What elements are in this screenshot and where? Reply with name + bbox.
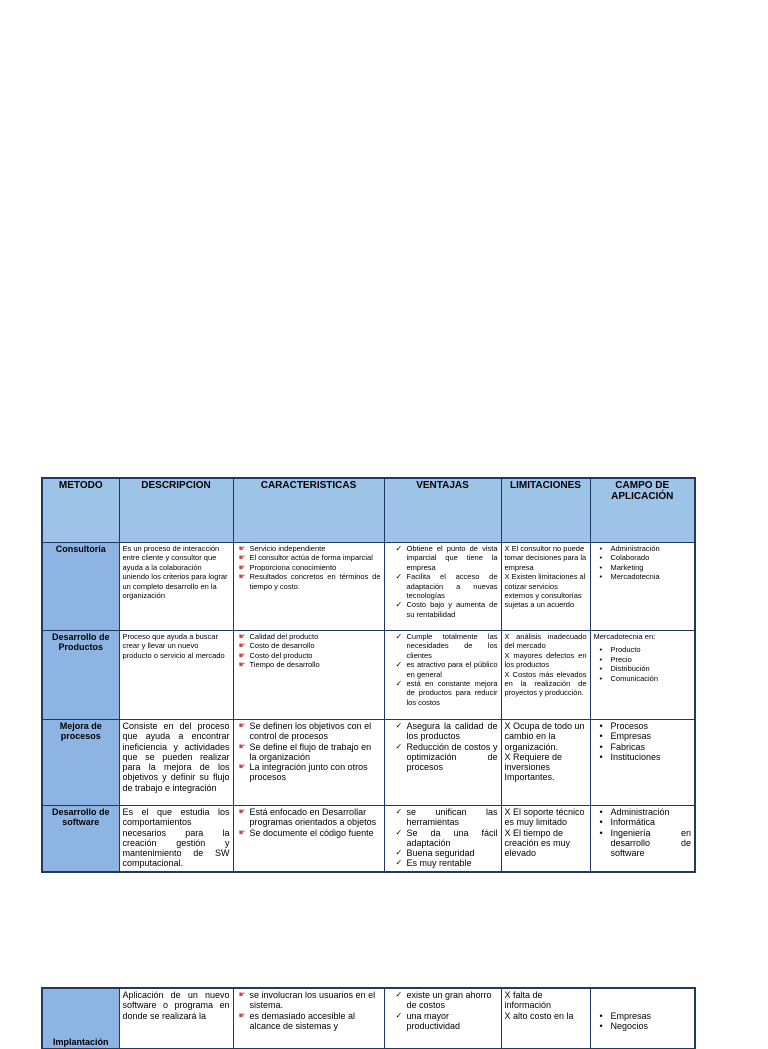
list-item: ☛ Calidad del producto <box>238 632 319 641</box>
list-item: ☛ Resultados concretos en términos de tiempo y costo. <box>238 572 381 591</box>
pointing-hand-icon: ☛ <box>238 741 246 751</box>
list-item: • Fabricas <box>599 741 646 752</box>
list-item: ✓ Facilita el acceso de adaptación a nuevas tecnologías <box>395 572 498 601</box>
limitations-cell: X El consultor no puede tomar decisiones para la empresa X Existen limitaciones al cotizar servicios externos y consultorías sujetas a un acuerdo <box>501 543 590 631</box>
limitations-cell: X falta de información X alto costo en la <box>501 988 590 1048</box>
characteristics-cell <box>233 806 384 872</box>
bullet-icon: • <box>599 572 603 582</box>
checkmark-icon: ✓ <box>395 848 403 858</box>
pointing-hand-icon: ☛ <box>238 632 246 641</box>
list-item: ☛ Proporciona conocimiento <box>238 562 337 572</box>
bullet-icon: • <box>599 721 603 731</box>
advantages-cell <box>384 543 501 631</box>
description-cell: Aplicación de un nuevo software o programa en donde se realizará la <box>119 988 233 1048</box>
list-item: • Administración <box>599 544 660 553</box>
checkmark-icon: ✓ <box>395 600 403 610</box>
list-item: • Informática <box>599 817 656 828</box>
list-item: ✓ Costo bajo y aumenta de su rentabilidad <box>395 600 498 619</box>
method-cell: Desarrollo de software <box>42 806 119 872</box>
header-campo-aplicacion: CAMPO DE APLICACIÓN <box>590 478 695 543</box>
list-item: ✓ Reducción de costos y optimización de procesos <box>395 741 498 773</box>
advantages-cell <box>384 720 501 806</box>
description-cell: Consiste en del proceso que ayuda a encontrar ineficiencia y actividades que se pueden realizar para la mejora de los objetivos y definir su flujo de trabajo e integración <box>119 720 233 806</box>
advantages-cell <box>384 806 501 872</box>
bullet-icon: • <box>599 544 603 553</box>
list-item: ☛ Costo de desarrollo <box>238 641 315 651</box>
bullet-icon: • <box>599 827 603 838</box>
list-item: • Procesos <box>599 721 649 731</box>
pointing-hand-icon: ☛ <box>238 721 246 730</box>
list-item: ✓ existe un gran ahorro de costos <box>395 990 492 1011</box>
bullet-icon: • <box>599 1021 603 1032</box>
list-item: ☛ Está enfocado en Desarrollar programas orientados a objetos <box>238 807 377 828</box>
pointing-hand-icon: ☛ <box>238 807 246 816</box>
list-item: ☛ Se documente el código fuente <box>238 827 374 838</box>
list-item: • Producto <box>599 645 641 655</box>
header-metodo: METODO <box>42 478 119 543</box>
pointing-hand-icon: ☛ <box>238 544 246 553</box>
list-item: ✓ Cumple totalmente las necesidades de los clientes <box>395 632 498 660</box>
table-row <box>42 631 695 720</box>
table-row <box>42 720 695 806</box>
methods-table <box>41 477 696 873</box>
pointing-hand-icon: ☛ <box>238 660 246 670</box>
list-item: ☛ La integración junto con otros procesos <box>238 762 368 783</box>
bullet-icon: • <box>599 751 603 762</box>
list-item: ☛ Se definen los objetivos con el control de procesos <box>238 721 372 742</box>
list-item: • Negocios <box>599 1021 649 1032</box>
pointing-hand-icon: ☛ <box>238 553 246 563</box>
method-cell: Consultoría <box>42 543 119 631</box>
list-item: ☛ es demasiado accesible al alcance de sistemas y <box>238 1010 356 1031</box>
table-row <box>42 988 695 1048</box>
list-item: • Administración <box>599 807 670 817</box>
pointing-hand-icon: ☛ <box>238 572 246 582</box>
bullet-icon: • <box>599 741 603 752</box>
list-item: • Empresas <box>599 731 652 742</box>
checkmark-icon: ✓ <box>395 741 403 751</box>
list-item: ☛ Costo del producto <box>238 650 313 660</box>
list-item: • Precio <box>599 654 632 664</box>
pointing-hand-icon: ☛ <box>238 762 246 772</box>
bullet-icon: • <box>599 807 603 817</box>
description-cell: Proceso que ayuda a buscar crear y llevar un nuevo producto o servicio al mercado <box>119 631 233 720</box>
methods-table-continued <box>41 987 696 1049</box>
characteristics-cell <box>233 631 384 720</box>
header-caracteristicas: CARACTERISTICAS <box>233 478 384 543</box>
fields-cell <box>590 988 695 1048</box>
header-ventajas: VENTAJAS <box>384 478 501 543</box>
checkmark-icon: ✓ <box>395 660 403 670</box>
checkmark-icon: ✓ <box>395 632 403 641</box>
list-item: ☛ Se define el flujo de trabajo en la organización <box>238 741 372 762</box>
checkmark-icon: ✓ <box>395 807 403 816</box>
list-item: ☛ Servicio independiente <box>238 544 326 553</box>
list-item: ✓ está en constante mejora de productos para reducir los costos <box>395 679 498 707</box>
fields-intro: Mercadotecnia en: <box>593 632 656 641</box>
header-descripcion: DESCRIPCION <box>119 478 233 543</box>
characteristics-cell <box>233 720 384 806</box>
characteristics-cell <box>233 543 384 631</box>
method-cell: Mejora de procesos <box>42 720 119 806</box>
checkmark-icon: ✓ <box>395 827 403 837</box>
header-limitaciones: LIMITACIONES <box>501 478 590 543</box>
list-item: ☛ El consultor actúa de forma imparcial <box>238 553 373 563</box>
limitations-cell: X análisis inadecuado del mercado X mayores defectos en los productos X Costos más elevados en la realización de proyectos y producción. <box>501 631 590 720</box>
header-row <box>42 478 695 543</box>
bullet-icon: • <box>599 673 603 683</box>
pointing-hand-icon: ☛ <box>238 562 246 572</box>
fields-cell <box>590 543 695 631</box>
limitations-cell: X El soporte técnico es muy limitado X El tiempo de creación es muy elevado <box>501 806 590 872</box>
fields-cell <box>590 631 695 720</box>
list-item: • Instituciones <box>599 751 661 762</box>
table-row <box>42 543 695 631</box>
list-item: • Marketing <box>599 562 644 572</box>
checkmark-icon: ✓ <box>395 721 403 730</box>
list-item: ✓ se unifican las herramientas <box>395 807 498 828</box>
checkmark-icon: ✓ <box>395 544 403 553</box>
list-item: • Comunicación <box>599 673 659 683</box>
list-item: • Colaborado <box>599 553 650 563</box>
checkmark-icon: ✓ <box>395 990 403 999</box>
bullet-icon: • <box>599 1011 603 1021</box>
table-row <box>42 806 695 872</box>
list-item: • Distribución <box>599 664 650 674</box>
bullet-icon: • <box>599 562 603 572</box>
bullet-icon: • <box>599 654 603 664</box>
list-item: ✓ Asegura la calidad de los productos <box>395 721 498 742</box>
fields-cell <box>590 720 695 806</box>
list-item: ☛ se involucran los usuarios en el sistema. <box>238 990 376 1011</box>
advantages-cell <box>384 631 501 720</box>
bullet-icon: • <box>599 731 603 742</box>
bullet-icon: • <box>599 645 603 655</box>
list-item: ✓ Obtiene el punto de vista imparcial que tiene la empresa <box>395 544 498 572</box>
checkmark-icon: ✓ <box>395 679 403 689</box>
list-item: ✓ Se da una fácil adaptación <box>395 827 498 848</box>
pointing-hand-icon: ☛ <box>238 641 246 651</box>
list-item: ✓ es atractivo para el público en general <box>395 660 498 679</box>
bullet-icon: • <box>599 664 603 674</box>
advantages-cell <box>384 988 501 1048</box>
list-item: • Ingeniería en desarrollo de software <box>599 827 691 859</box>
list-item: ✓ Es muy rentable <box>395 858 472 869</box>
pointing-hand-icon: ☛ <box>238 827 246 837</box>
checkmark-icon: ✓ <box>395 572 403 582</box>
checkmark-icon: ✓ <box>395 1010 403 1020</box>
limitations-cell: X Ocupa de todo un cambio en la organización. X Requiere de inversiones Importantes. <box>501 720 590 806</box>
pointing-hand-icon: ☛ <box>238 650 246 660</box>
list-item: ✓ una mayor productividad <box>395 1010 461 1031</box>
fields-cell <box>590 806 695 872</box>
pointing-hand-icon: ☛ <box>238 990 246 999</box>
list-item: ☛ Tiempo de desarrollo <box>238 660 320 670</box>
method-cell: Implantación <box>42 988 119 1048</box>
bullet-icon: • <box>599 553 603 563</box>
list-item: • Empresas <box>599 1011 652 1021</box>
checkmark-icon: ✓ <box>395 858 403 868</box>
list-item: ✓ Buena seguridad <box>395 848 475 859</box>
characteristics-cell <box>233 988 384 1048</box>
list-item: • Mercadotecnia <box>599 572 660 582</box>
bullet-icon: • <box>599 817 603 828</box>
description-cell: Es el que estudia los comportamientos necesarios para la creación gestión y mantenimiento de SW computacional. <box>119 806 233 872</box>
pointing-hand-icon: ☛ <box>238 1010 246 1020</box>
description-cell: Es un proceso de interacción entre cliente y consultor que ayuda a la colaboración uniendo los criterios para lograr un completo desarrollo en la organización <box>119 543 233 631</box>
method-cell: Desarrollo de Productos <box>42 631 119 720</box>
